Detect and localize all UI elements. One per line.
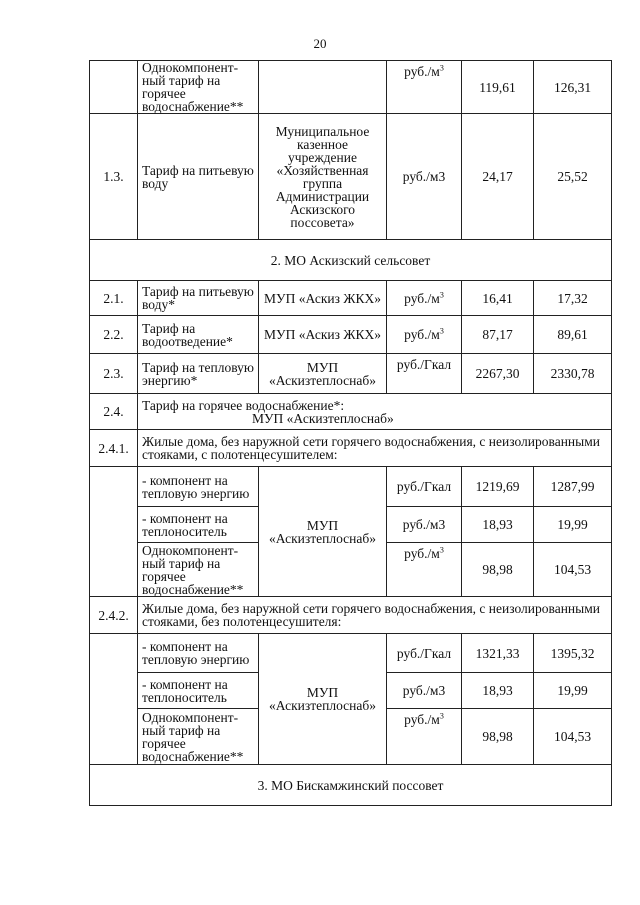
tariff-name: Тариф на водоотведение* (138, 316, 259, 354)
subsection-text: Жилые дома, без наружной сети горячего водоснабжения, с неизолированными стояками, без полотенцесушителя: (138, 597, 612, 634)
org-cell: МУП «Аскизтеплоснаб» (259, 634, 387, 765)
tariff-name: - компонент на тепловую энергию (138, 467, 259, 507)
value-2023: 104,53 (534, 709, 612, 765)
row-number: 1.3. (90, 114, 138, 240)
unit-cell: руб./м3 (387, 507, 462, 543)
row-number: 2.2. (90, 316, 138, 354)
subsection-title: Тариф на горячее водоснабжение*: (142, 397, 345, 413)
num-cell (90, 61, 138, 114)
value-2023: 19,99 (534, 507, 612, 543)
tariff-name: Однокомпонент-ный тариф на горячее водоснабжение** (138, 709, 259, 765)
tariff-name: Тариф на питьевую воду* (138, 281, 259, 316)
value-2023: 25,52 (534, 114, 612, 240)
section-row (90, 765, 612, 806)
value-2022: 16,41 (462, 281, 534, 316)
table-row (90, 634, 612, 673)
unit-cell: $руб./м^3$ (387, 543, 462, 597)
value-2022: 2267,30 (462, 354, 534, 394)
value-2022: 87,17 (462, 316, 534, 354)
unit-cell: руб./Гкал (387, 467, 462, 507)
tariff-name: - компонент на теплоноситель (138, 673, 259, 709)
unit-cell: руб./Гкал (387, 634, 462, 673)
num-cell (90, 467, 138, 597)
value-2023: 126,31 (534, 61, 612, 114)
value-2022: 119,61 (462, 61, 534, 114)
table-row (90, 467, 612, 507)
table-row (90, 430, 612, 467)
value-2023: 17,32 (534, 281, 612, 316)
value-2022: 24,17 (462, 114, 534, 240)
value-2022: 1219,69 (462, 467, 534, 507)
table-row (90, 597, 612, 634)
value-2023: 1287,99 (534, 467, 612, 507)
unit-cell: руб./м3 (387, 114, 462, 240)
org-cell: Муниципальное казенное учреждение «Хозяйственная группа Администрации Аскизского поссовета» (259, 114, 387, 240)
unit-cell: $руб./м^3$ (387, 281, 462, 316)
tariff-name: - компонент на тепловую энергию (138, 634, 259, 673)
table-row (90, 114, 612, 240)
row-number: 2.3. (90, 354, 138, 394)
value-2023: 89,61 (534, 316, 612, 354)
subsection-org: МУП «Аскизтеплоснаб» (252, 410, 394, 426)
value-2023: 1395,32 (534, 634, 612, 673)
section-title: 3. МО Бискамжинский поссовет (90, 765, 612, 806)
section-row (90, 240, 612, 281)
org-cell: МУП «Аскиз ЖКХ» (259, 316, 387, 354)
num-cell (90, 634, 138, 765)
value-2023: 2330,78 (534, 354, 612, 394)
tariff-name: Однокомпонент-ный тариф на горячее водоснабжение** (138, 61, 259, 114)
row-number: 2.4.2. (90, 597, 138, 634)
row-number: 2.4. (90, 394, 138, 430)
table-row (90, 394, 612, 430)
value-2022: 18,93 (462, 673, 534, 709)
subsection-cell (138, 394, 612, 430)
tariff-name: Однокомпонент-ный тариф на горячее водоснабжение** (138, 543, 259, 597)
table-row (90, 354, 612, 394)
unit-cell: $руб./м^3$ (387, 316, 462, 354)
table-row (90, 281, 612, 316)
table-row (90, 61, 612, 114)
value-2023: 19,99 (534, 673, 612, 709)
tariff-name: - компонент на теплоноситель (138, 507, 259, 543)
value-2022: 98,98 (462, 709, 534, 765)
org-cell: МУП «Аскизтеплоснаб» (259, 467, 387, 597)
row-number: 2.4.1. (90, 430, 138, 467)
org-cell: МУП «Аскизтеплоснаб» (259, 354, 387, 394)
subsection-text: Жилые дома, без наружной сети горячего водоснабжения, с неизолированными стояками, с полотенцесушителем: (138, 430, 612, 467)
section-title: 2. МО Аскизский сельсовет (90, 240, 612, 281)
unit-cell: руб./Гкал (387, 354, 462, 394)
value-2022: 1321,33 (462, 634, 534, 673)
value-2022: 98,98 (462, 543, 534, 597)
unit-cell: руб./м3 (387, 673, 462, 709)
table-row (90, 316, 612, 354)
org-cell (259, 61, 387, 114)
tariff-table (89, 60, 612, 806)
row-number: 2.1. (90, 281, 138, 316)
unit-cell: $руб./м^3$ (387, 61, 462, 114)
page-number: 20 (313, 36, 327, 51)
value-2023: 104,53 (534, 543, 612, 597)
value-2022: 18,93 (462, 507, 534, 543)
unit-cell: $руб./м^3$ (387, 709, 462, 765)
tariff-name: Тариф на питьевую воду (138, 114, 259, 240)
tariff-name: Тариф на тепловую энергию* (138, 354, 259, 394)
org-cell: МУП «Аскиз ЖКХ» (259, 281, 387, 316)
